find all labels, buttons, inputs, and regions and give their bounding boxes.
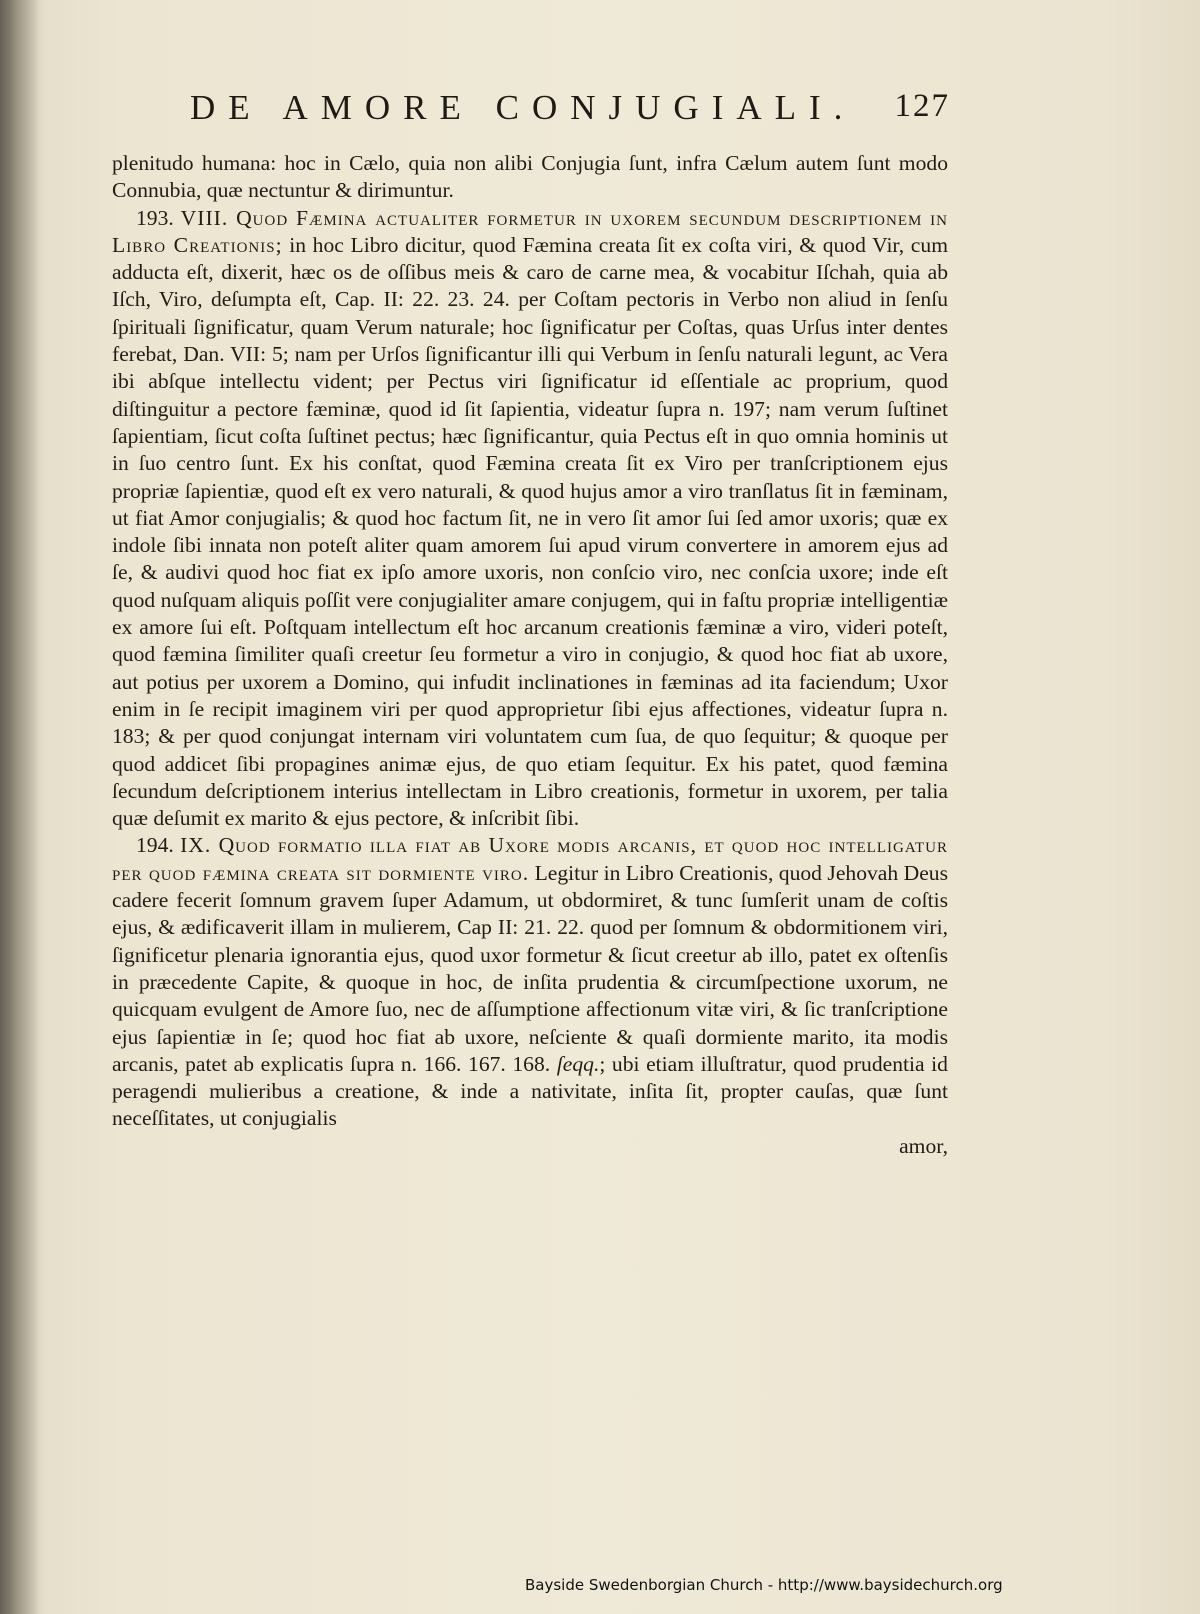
continuation-paragraph: plenitudo humana: hoc in Cælo, quia non alibi Conjugia ſunt, infra Cælum autem ſunt modo Connubia, quæ nectuntur & dirimuntur.: [112, 151, 948, 203]
paragraph-heading-193: VIII. Quod Fæmina actualiter formetur in uxorem secundum descriptionem in Libro Creationis;: [112, 205, 948, 257]
page-header: [190, 88, 950, 138]
footer-credit: Bayside Swedenborgian Church - http://www.baysidechurch.org: [525, 1576, 1003, 1594]
body-text: [112, 150, 948, 1160]
paragraph-body-194b: ; ubi etiam illuſtratur, quod prudentia id peragendi mulieribus a creatione, & inde a nativitate, inſita ſit, propter cauſas, quæ ſunt neceſſitates, ut conjugialis: [112, 1051, 948, 1131]
paragraph-number-194: 194.: [136, 833, 174, 858]
running-title: DE AMORE CONJUGIALI.: [190, 88, 856, 127]
paragraph-body-194a: Legitur in Libro Creationis, quod Jehovah Deus cadere fecerit ſomnum gravem ſuper Adamum, ut obdormiret, & tunc ſumſerit unam de coſtis ejus, & ædificaverit illam in mulierem, Cap II: 21. 22. quod per ſomnum & obdormitionem viri, ſignificetur plenaria ignorantia ejus, quod uxor formetur & ſicut creetur ab illo, patet ex oſtenſis in præcedente Capite, & quoque in hoc, de inſita prudentia & circumſpectione uxorum, ne quicquam evulgent de Amore ſuo, nec de aſſumptione affectionum vitæ viri, & ſic tranſcriptione ejus ſapientiæ in ſe; quod hoc fiat ab uxore, neſciente & quaſi dormiente marito, ita modis arcanis, patet ab explicatis ſupra n. 166. 167. 168.: [112, 860, 948, 1076]
paragraph-heading-194: IX. Quod formatio illa fiat ab Uxore modis arcanis, et quod hoc intelligatur per quod fæmina creata sit dormiente viro.: [112, 833, 948, 885]
paragraph-193: [112, 205, 948, 833]
paragraph-number-193: 193.: [136, 205, 174, 230]
catchword: amor,: [899, 1133, 948, 1158]
page-number: 127: [894, 88, 950, 124]
paragraph-194: [112, 832, 948, 1132]
seqq-italic: ſeqq.: [556, 1051, 600, 1076]
paragraph-body-193: in hoc Libro dicitur, quod Fæmina creata ſit ex coſta viri, & quod Vir, cum adducta eſt, dixerit, hæc os de oſſibus meis & caro de carne mea, & vocabitur Iſchah, quia ab Iſch, Viro, deſumpta eſt, Cap. II: 22. 23. 24. per Coſtam pectoris in Verbo non aliud in ſenſu ſpirituali ſignificatur, quam Verum naturale; hoc ſignificatur per Coſtas, quas Urſus inter dentes ferebat, Dan. VII: 5; nam per Urſos ſignificantur illi qui Verbum in ſenſu naturali legunt, ac Vera ibi abſque intellectu vident; per Pectus viri ſignificatur id eſſentiale ac proprium, quod diſtinguitur a pectore fæminæ, quod id ſit ſapientia, videatur ſupra n. 197; nam verum ſuſtinet ſapientiam, ſicut coſta ſuſtinet pectus; hæc ſignificantur, quia Pectus eſt in quo omnia hominis ut in ſuo centro ſunt. Ex his conſtat, quod Fæmina creata ſit ex Viro per tranſcriptionem ejus propriæ ſapientiæ, quod eſt ex vero naturali, & quod hujus amor a viro tranſlatus ſit in fæminam, ut fiat Amor conjugialis; & quod hoc factum ſit, ne in vero ſit amor ſui ſed amor uxoris; quæ ex indole ſibi innata non poteſt aliter quam amorem ſui apud virum convertere in amorem ejus ad ſe, & audivi quod hoc fiat ex ipſo amore uxoris, non conſcio viro, nec conſcia uxore; inde eſt quod nuſquam aliquis poſſit vere conjugialiter amare conjugem, qui in faſtu propriæ intelligentiæ ex amore ſui eſt. Poſtquam intellectum eſt hoc arcanum creationis fæminæ a viro, videri poteſt, quod fæmina ſimiliter quaſi creetur ſeu formetur a viro in conjugio, & quod hoc fiat ab uxore, aut potius per uxorem a Domino, qui infudit inclinationes in fæminas ad ita faciendum; Uxor enim in ſe recipit imaginem viri per quod approprietur ſibi ejus affectiones, videatur ſupra n. 183; & per quod conjungat internam viri voluntatem cum ſua, de quo ſequitur; & quoque per quod addicet ſibi propagines animæ ejus, de quo etiam ſequitur. Ex his patet, quod fæmina ſecundum deſcriptionem interius intellectam in Libro creationis, formetur in uxorem, per talia quæ deſumit ex marito & ejus pectore, & inſcribit ſibi.: [112, 232, 948, 831]
gutter-shadow: [0, 0, 40, 1614]
